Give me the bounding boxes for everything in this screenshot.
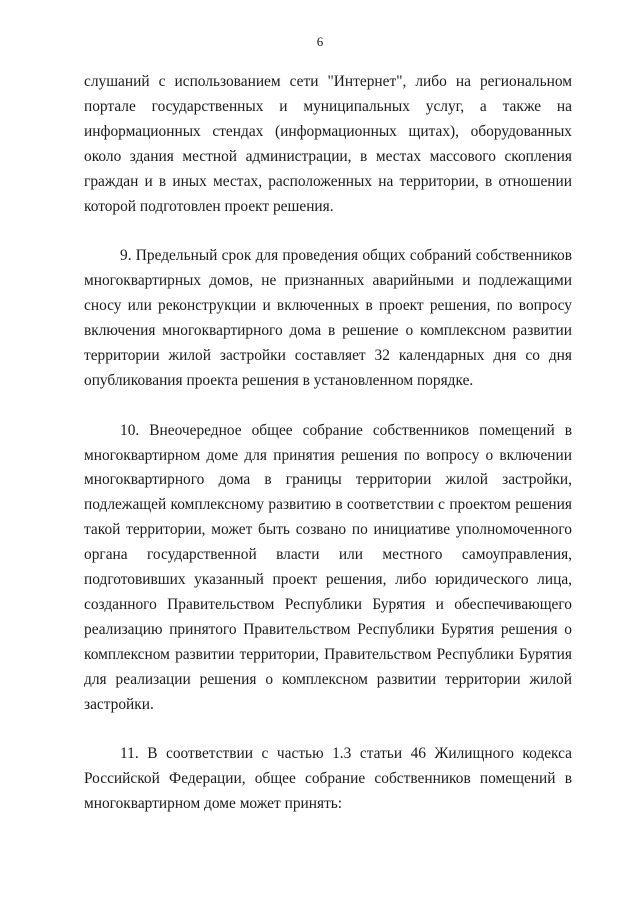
document-body (84, 70, 572, 817)
paragraph-item-10: 10. Внеочередное общее собрание собственников помещений в многоквартирном доме для принятия решения по вопросу о включении многоквартирного дома в границы территории жилой застройки, подлежащей комплексному развитию в соответствии с проектом решения такой территории, может быть созвано по инициативе уполномоченного органа государственной власти или местного самоуправления, подготовивших указанный проект решения, либо юридического лица, созданного Правительством Республики Бурятия и обеспечивающего реализацию принятого Правительством Республики Бурятия решения о комплексном развитии территории, Правительством Республики Бурятия для реализации решения о комплексном развитии территории жилой застройки. (84, 421, 572, 713)
paragraph-item-11: 11. В соответствии с частью 1.3 статьи 46 Жилищного кодекса Российской Федерации, общее собрание собственников помещений в многоквартирном доме может принять: (84, 745, 572, 813)
paragraph-continuation: слушаний с использованием сети "Интернет", либо на региональном портале государственных и муниципальных услуг, а также на информационных стендах (информационных щитах), оборудованных около здания местной администрации, в местах массового скопления граждан и в иных местах, расположенных на территории, в отношении которой подготовлен проект решения. (84, 73, 572, 215)
page-number: 6 (316, 34, 324, 49)
paragraph-item-9: 9. Предельный срок для проведения общих собраний собственников многоквартирных домов, не признанных аварийными и подлежащими сносу или реконструкции и включенных в проект решения, по вопросу включения многоквартирного дома в решение о комплексном развитии территории жилой застройки составляет 32 календарных дня со дня опубликования проекта решения в установленном порядке. (84, 247, 572, 389)
